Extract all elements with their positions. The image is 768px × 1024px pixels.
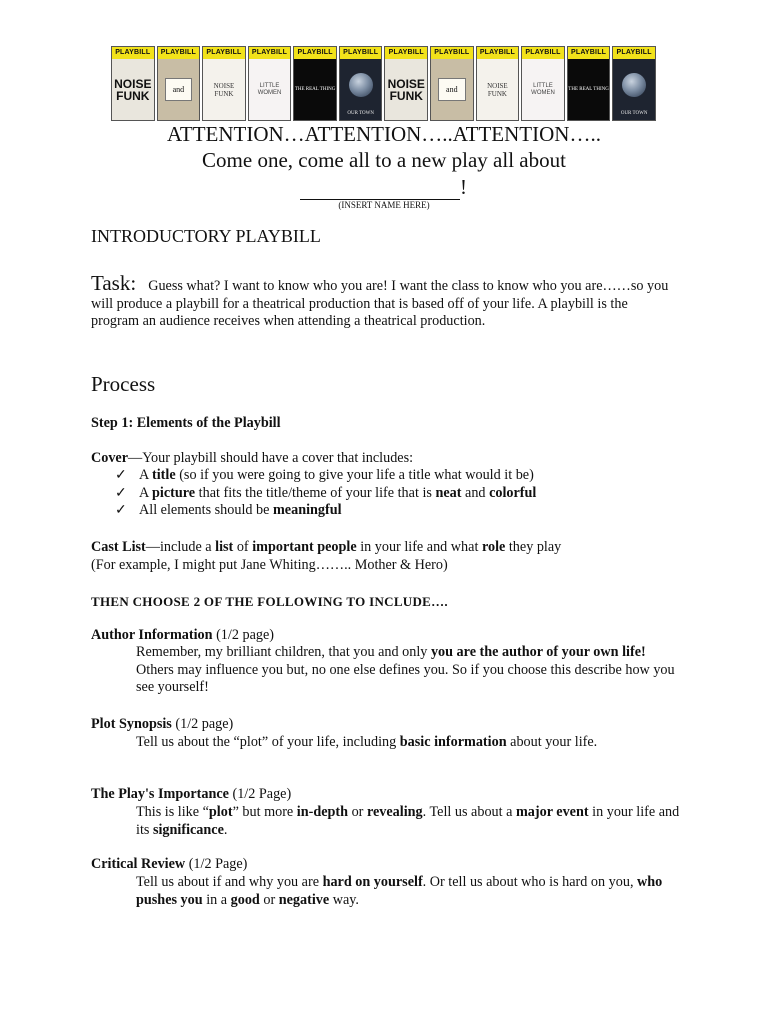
playbill-cover: [248, 46, 292, 121]
playbill-cover-art: THE REAL THING: [568, 59, 610, 120]
insert-name-note: (INSERT NAME HERE): [338, 200, 430, 210]
play-importance-title: The Play's Importance (1/2 Page): [91, 786, 292, 802]
playbill-label: PLAYBILL: [112, 47, 154, 59]
playbill-cover: [293, 46, 337, 121]
cast-list-paragraph: Cast List—include a list of important people in your life and what role they play (For example, I might put Jane Whiting…….. Mother & Hero): [91, 539, 562, 573]
cast-list-label: Cast List: [91, 539, 146, 555]
check-item: ✓ All elements should be meaningful: [115, 502, 342, 518]
checkmark-icon: ✓: [115, 502, 127, 518]
playbill-cover: [384, 46, 428, 121]
come-one-heading: Come one, come all to a new play all about: [202, 148, 566, 172]
process-heading: Process: [91, 372, 156, 396]
check-item: ✓ A picture that fits the title/theme of your life that is neat and colorful: [115, 484, 537, 501]
play-importance-body: This is like “plot” but more in-depth or revealing. Tell us about a major event in your life and its significance.: [136, 804, 680, 838]
critical-review-body: Tell us about if and why you are hard on yourself. Or tell us about who is hard on you, who pushes you in a good or negative way.: [136, 874, 663, 908]
playbill-cover-art: NOISE FUNK: [203, 59, 245, 120]
plot-synopsis-title: Plot Synopsis (1/2 page): [91, 716, 234, 732]
playbill-label: PLAYBILL: [158, 47, 200, 59]
playbill-label: PLAYBILL: [613, 47, 655, 59]
playbill-cover: [567, 46, 611, 121]
playbill-label: PLAYBILL: [249, 47, 291, 59]
author-info-body: Remember, my brilliant children, that you and only you are the author of your own life! Others may influence you but, no one else defines you. So if you choose this describe how you see yourself!: [136, 644, 675, 695]
playbill-cover-art: NOISE FUNK: [385, 59, 427, 120]
playbill-cover-art: THE REAL THING: [294, 59, 336, 120]
task-text: Guess what? I want to know who you are! I want the class to know who you are……so you will produce a playbill for a theatrical production that is based off of your life. A playbill is the program an audience receives when attending a theatrical production.: [91, 278, 669, 329]
playbill-cover-art: and: [158, 59, 200, 120]
globe-icon: [622, 73, 646, 97]
checkmark-icon: ✓: [115, 484, 127, 501]
step1-heading: Step 1: Elements of the Playbill: [91, 415, 281, 431]
playbill-label: PLAYBILL: [294, 47, 336, 59]
task-paragraph: [91, 271, 671, 331]
playbill-cover-art: and: [431, 59, 473, 120]
playbill-cover: [476, 46, 520, 121]
cover-intro: —Your playbill should have a cover that includes:: [128, 450, 414, 466]
introductory-heading: INTRODUCTORY PLAYBILL: [91, 226, 321, 246]
playbill-cover: [612, 46, 656, 121]
playbill-cover-art: NOISE FUNK: [477, 59, 519, 120]
playbill-cover-art: NOISE FUNK: [112, 59, 154, 120]
critical-review-title: Critical Review (1/2 Page): [91, 856, 248, 872]
playbill-label: PLAYBILL: [568, 47, 610, 59]
playbill-banner: [111, 46, 656, 121]
playbill-label: PLAYBILL: [385, 47, 427, 59]
playbill-cover-art: OUR TOWN: [613, 59, 655, 120]
author-info-title: Author Information (1/2 page): [91, 627, 274, 643]
cover-checklist: [115, 467, 675, 520]
playbill-cover: [157, 46, 201, 121]
playbill-label: PLAYBILL: [431, 47, 473, 59]
globe-icon: [349, 73, 373, 97]
checkmark-icon: ✓: [115, 467, 127, 483]
cover-paragraph: [91, 450, 691, 468]
name-blank-line: [300, 183, 460, 200]
playbill-cover-art: LITTLE WOMEN: [522, 59, 564, 120]
playbill-cover: [339, 46, 383, 121]
check-item: ✓ A title (so if you were going to give your life a title what would it be): [115, 467, 534, 483]
cover-label: Cover: [91, 450, 129, 466]
cast-example: (For example, I might put Jane Whiting…….. Mother & Hero): [91, 556, 448, 573]
playbill-cover-art: LITTLE WOMEN: [249, 59, 291, 120]
playbill-cover: [202, 46, 246, 121]
playbill-label: PLAYBILL: [340, 47, 382, 59]
playbill-label: PLAYBILL: [477, 47, 519, 59]
attention-heading: ATTENTION…ATTENTION…..ATTENTION…..: [167, 122, 601, 146]
playbill-cover: [111, 46, 155, 121]
plot-synopsis-body: Tell us about the “plot” of your life, including basic information about your life.: [136, 734, 598, 750]
choose-instruction: THEN CHOOSE 2 OF THE FOLLOWING TO INCLUDE….: [91, 594, 448, 609]
playbill-label: PLAYBILL: [522, 47, 564, 59]
task-label: Task:: [91, 271, 137, 295]
playbill-label: PLAYBILL: [203, 47, 245, 59]
exclamation-mark: !: [460, 175, 467, 199]
playbill-cover: [430, 46, 474, 121]
playbill-cover-art: OUR TOWN: [340, 59, 382, 120]
playbill-cover: [521, 46, 565, 121]
